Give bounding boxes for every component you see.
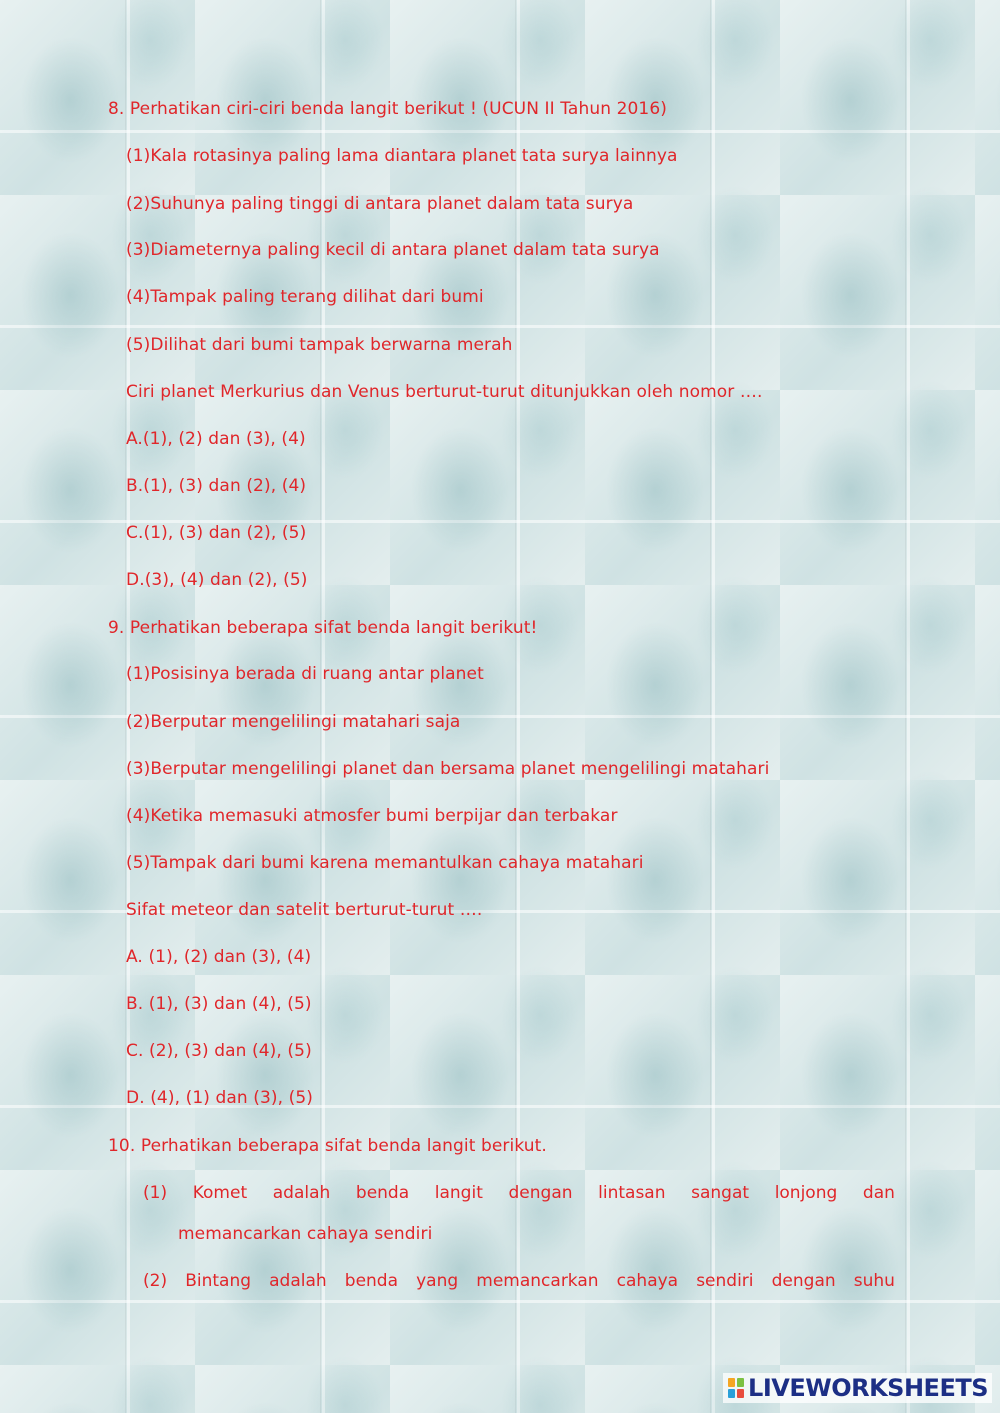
question-9-option-a: A. (1), (2) dan (3), (4) <box>126 947 312 967</box>
question-8-item-3: (3)Diameternya paling kecil di antara planet dalam tata surya <box>126 240 660 260</box>
question-9-option-b: B. (1), (3) dan (4), (5) <box>126 994 312 1014</box>
question-9-item-1: (1)Posisinya berada di ruang antar planet <box>126 664 484 684</box>
word: adalah <box>269 1271 327 1291</box>
question-9-option-c: C. (2), (3) dan (4), (5) <box>126 1041 312 1061</box>
question-8-option-a: A.(1), (2) dan (3), (4) <box>126 429 306 449</box>
word: lonjong <box>774 1183 838 1203</box>
question-8-option-c: C.(1), (3) dan (2), (5) <box>126 523 307 543</box>
word: langit <box>434 1183 483 1203</box>
question-10-item-2 <box>143 1271 895 1291</box>
word: sendiri <box>696 1271 754 1291</box>
logo-square-i <box>737 1378 744 1387</box>
question-8-item-4: (4)Tampak paling terang dilihat dari bumi <box>126 287 484 307</box>
liveworksheets-watermark[interactable] <box>723 1373 992 1403</box>
word: dengan <box>508 1183 573 1203</box>
word: lintasan <box>598 1183 666 1203</box>
question-9-option-d: D. (4), (1) dan (3), (5) <box>126 1088 314 1108</box>
word: adalah <box>272 1183 331 1203</box>
word: yang <box>416 1271 459 1291</box>
question-9-item-4: (4)Ketika memasuki atmosfer bumi berpijar dan terbakar <box>126 806 618 826</box>
question-10-item-1-number: (1) <box>143 1183 168 1203</box>
word: Bintang <box>185 1271 252 1291</box>
logo-square-l <box>728 1378 735 1387</box>
question-10-title: 10. Perhatikan beberapa sifat benda langit berikut. <box>108 1136 547 1156</box>
question-8-option-b: B.(1), (3) dan (2), (4) <box>126 476 307 496</box>
logo-square-v <box>728 1389 735 1398</box>
question-9-item-5: (5)Tampak dari bumi karena memantulkan cahaya matahari <box>126 853 644 873</box>
question-8-item-2: (2)Suhunya paling tinggi di antara planet dalam tata surya <box>126 194 634 214</box>
question-8-item-1: (1)Kala rotasinya paling lama diantara planet tata surya lainnya <box>126 146 678 166</box>
liveworksheets-logo-icon <box>727 1377 745 1399</box>
word: benda <box>344 1271 399 1291</box>
question-10-item-2-number: (2) <box>143 1271 168 1291</box>
question-8-prompt: Ciri planet Merkurius dan Venus berturut-turut ditunjukkan oleh nomor …. <box>126 382 763 402</box>
question-9-title: 9. Perhatikan beberapa sifat benda langit berikut! <box>108 618 538 638</box>
question-9-prompt: Sifat meteor dan satelit berturut-turut …. <box>126 900 483 920</box>
question-8-item-5: (5)Dilihat dari bumi tampak berwarna merah <box>126 335 513 355</box>
logo-square-e <box>737 1389 744 1398</box>
question-9-item-3: (3)Berputar mengelilingi planet dan bersama planet mengelilingi matahari <box>126 759 770 779</box>
word: Komet <box>192 1183 248 1203</box>
word: benda <box>355 1183 410 1203</box>
question-10-item-1-continuation: memancarkan cahaya sendiri <box>178 1224 433 1244</box>
liveworksheets-brand-text: LIVEWORKSHEETS <box>748 1374 988 1402</box>
question-10-item-1 <box>143 1183 895 1203</box>
word: memancarkan <box>476 1271 599 1291</box>
question-8-title: 8. Perhatikan ciri-ciri benda langit berikut ! (UCUN II Tahun 2016) <box>108 99 667 119</box>
question-8-option-d: D.(3), (4) dan (2), (5) <box>126 570 308 590</box>
word: sangat <box>691 1183 750 1203</box>
word: suhu <box>853 1271 895 1291</box>
word: cahaya <box>616 1271 679 1291</box>
word: dengan <box>771 1271 836 1291</box>
word: dan <box>862 1183 895 1203</box>
question-9-item-2: (2)Berputar mengelilingi matahari saja <box>126 712 461 732</box>
